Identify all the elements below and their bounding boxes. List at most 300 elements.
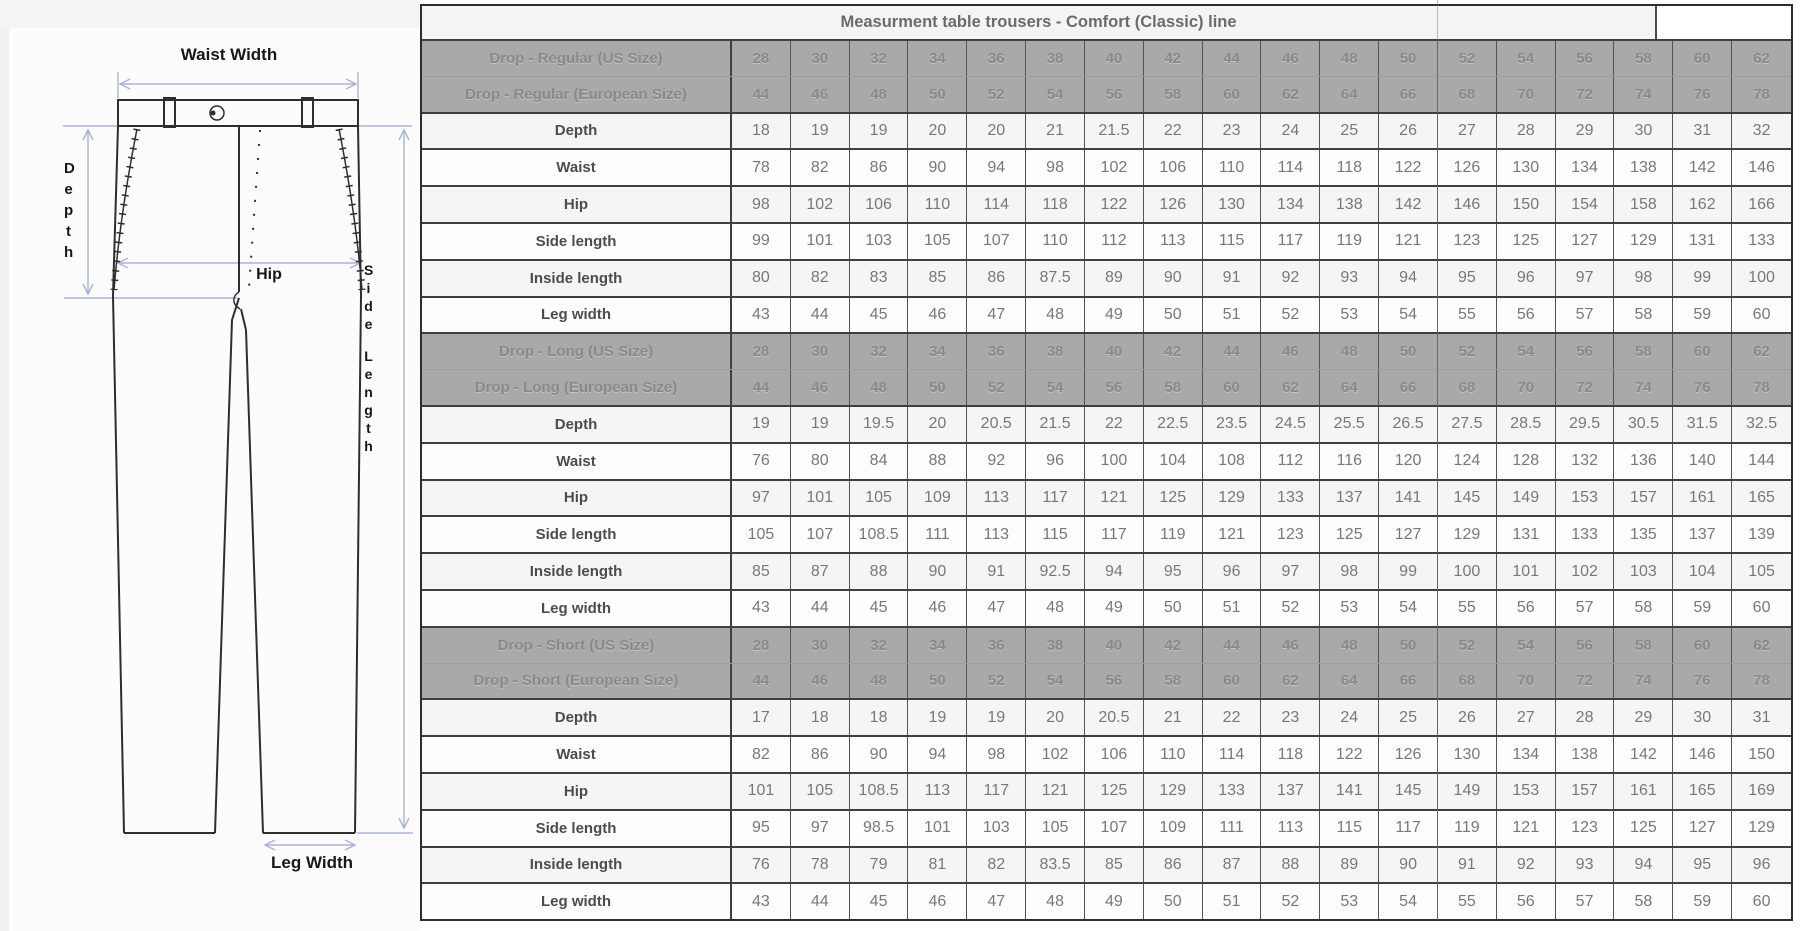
value-cell: 47 (967, 298, 1026, 333)
value-cell: 133 (1261, 481, 1320, 516)
value-cell: 52 (1438, 41, 1497, 76)
value-cell: 117 (1026, 481, 1085, 516)
value-cell: 88 (1261, 848, 1320, 883)
value-cell: 50 (908, 77, 967, 112)
measure-row-label: Leg width (422, 884, 732, 919)
value-cell: 76 (732, 444, 791, 479)
value-cell: 90 (908, 554, 967, 589)
value-cell: 19 (908, 700, 967, 735)
measure-row-label: Inside length (422, 554, 732, 589)
hip-label: Hip (256, 266, 282, 283)
value-cell: 118 (1026, 187, 1085, 222)
value-cell: 21.5 (1026, 407, 1085, 442)
value-cell: 80 (791, 444, 850, 479)
value-cell: 123 (1556, 811, 1615, 846)
value-cell: 78 (1732, 370, 1791, 405)
value-cell: 47 (967, 884, 1026, 919)
value-cell: 46 (791, 77, 850, 112)
value-cell: 76 (732, 848, 791, 883)
value-cell: 97 (791, 811, 850, 846)
value-cell: 97 (1556, 261, 1615, 296)
value-cell: 119 (1320, 224, 1379, 259)
value-cell: 97 (1261, 554, 1320, 589)
value-cell: 126 (1379, 737, 1438, 772)
value-cell: 72 (1556, 370, 1615, 405)
value-cell: 55 (1438, 591, 1497, 626)
value-cell: 94 (1379, 261, 1438, 296)
table-row (422, 735, 1791, 772)
value-cell: 113 (1144, 224, 1203, 259)
value-cell: 82 (967, 848, 1026, 883)
value-cell: 19 (791, 114, 850, 149)
value-cell: 112 (1085, 224, 1144, 259)
value-cell: 60 (1732, 298, 1791, 333)
value-cell: 54 (1026, 77, 1085, 112)
value-cell: 150 (1497, 187, 1556, 222)
value-cell: 94 (908, 737, 967, 772)
value-cell: 106 (1085, 737, 1144, 772)
value-cell: 46 (1261, 628, 1320, 663)
value-cell: 21.5 (1085, 114, 1144, 149)
value-cell: 142 (1379, 187, 1438, 222)
measure-row-label: Waist (422, 737, 732, 772)
value-cell: 105 (1026, 811, 1085, 846)
value-cell: 28 (1556, 700, 1615, 735)
value-cell: 129 (1614, 224, 1673, 259)
table-row (422, 442, 1791, 479)
trouser-outline (113, 98, 362, 833)
value-cell: 113 (967, 517, 1026, 552)
value-cell: 62 (1732, 334, 1791, 369)
value-cell: 105 (732, 517, 791, 552)
value-cell: 146 (1732, 150, 1791, 185)
value-cell: 44 (791, 591, 850, 626)
value-cell: 46 (791, 370, 850, 405)
table-title: Measurment table trousers - Comfort (Classic) line (422, 6, 1655, 39)
value-cell: 95 (1673, 848, 1732, 883)
value-cell: 137 (1320, 481, 1379, 516)
value-cell: 52 (967, 664, 1026, 699)
table-row (422, 698, 1791, 735)
table-row (422, 332, 1791, 369)
value-cell: 91 (1203, 261, 1262, 296)
value-cell: 26.5 (1379, 407, 1438, 442)
value-cell: 18 (850, 700, 909, 735)
measurement-table (420, 4, 1793, 921)
measure-row-label: Side length (422, 811, 732, 846)
value-cell: 129 (1732, 811, 1791, 846)
depth-label: Depth (64, 160, 75, 261)
table-row (422, 772, 1791, 809)
value-cell: 58 (1614, 334, 1673, 369)
value-cell: 110 (1026, 224, 1085, 259)
value-cell: 100 (1085, 444, 1144, 479)
value-cell: 105 (850, 481, 909, 516)
value-cell: 94 (1614, 848, 1673, 883)
size-row-label: Drop - Short (European Size) (422, 664, 732, 699)
value-cell: 87 (1203, 848, 1262, 883)
value-cell: 66 (1379, 77, 1438, 112)
value-cell: 162 (1673, 187, 1732, 222)
value-cell: 34 (908, 41, 967, 76)
value-cell: 98 (1614, 261, 1673, 296)
value-cell: 64 (1320, 77, 1379, 112)
value-cell: 78 (1732, 664, 1791, 699)
table-row (422, 39, 1791, 76)
value-cell: 40 (1085, 334, 1144, 369)
value-cell: 101 (908, 811, 967, 846)
value-cell: 118 (1320, 150, 1379, 185)
value-cell: 114 (967, 187, 1026, 222)
value-cell: 125 (1320, 517, 1379, 552)
value-cell: 104 (1673, 554, 1732, 589)
value-cell: 133 (1203, 774, 1262, 809)
value-cell: 54 (1026, 370, 1085, 405)
value-cell: 106 (1144, 150, 1203, 185)
table-row (422, 846, 1791, 883)
value-cell: 64 (1320, 664, 1379, 699)
value-cell: 88 (908, 444, 967, 479)
value-cell: 103 (967, 811, 1026, 846)
table-row (422, 148, 1791, 185)
value-cell: 48 (850, 77, 909, 112)
value-cell: 53 (1320, 591, 1379, 626)
measure-row-label: Hip (422, 187, 732, 222)
value-cell: 121 (1026, 774, 1085, 809)
value-cell: 66 (1379, 370, 1438, 405)
value-cell: 60 (1203, 664, 1262, 699)
value-cell: 76 (1673, 77, 1732, 112)
value-cell: 89 (1320, 848, 1379, 883)
value-cell: 32.5 (1732, 407, 1791, 442)
value-cell: 19 (967, 700, 1026, 735)
value-cell: 57 (1556, 884, 1615, 919)
value-cell: 128 (1497, 444, 1556, 479)
value-cell: 145 (1438, 481, 1497, 516)
value-cell: 121 (1497, 811, 1556, 846)
value-cell: 142 (1673, 150, 1732, 185)
value-cell: 28.5 (1497, 407, 1556, 442)
value-cell: 122 (1320, 737, 1379, 772)
value-cell: 94 (967, 150, 1026, 185)
value-cell: 130 (1497, 150, 1556, 185)
value-cell: 62 (1732, 41, 1791, 76)
value-cell: 113 (908, 774, 967, 809)
value-cell: 95 (1438, 261, 1497, 296)
table-title-row (422, 6, 1791, 39)
measure-row-label: Leg width (422, 591, 732, 626)
value-cell: 138 (1614, 150, 1673, 185)
value-cell: 105 (791, 774, 850, 809)
value-cell: 57 (1556, 298, 1615, 333)
value-cell: 60 (1732, 884, 1791, 919)
value-cell: 45 (850, 884, 909, 919)
value-cell: 107 (1085, 811, 1144, 846)
value-cell: 87.5 (1026, 261, 1085, 296)
value-cell: 91 (1438, 848, 1497, 883)
value-cell: 29.5 (1556, 407, 1615, 442)
value-cell: 70 (1497, 370, 1556, 405)
value-cell: 38 (1026, 41, 1085, 76)
value-cell: 117 (1261, 224, 1320, 259)
value-cell: 46 (908, 298, 967, 333)
measure-row-label: Waist (422, 150, 732, 185)
value-cell: 111 (908, 517, 967, 552)
value-cell: 30 (791, 334, 850, 369)
value-cell: 123 (1438, 224, 1497, 259)
value-cell: 150 (1732, 737, 1791, 772)
value-cell: 85 (732, 554, 791, 589)
value-cell: 50 (1379, 41, 1438, 76)
value-cell: 146 (1673, 737, 1732, 772)
value-cell: 123 (1261, 517, 1320, 552)
value-cell: 21 (1026, 114, 1085, 149)
value-cell: 58 (1614, 884, 1673, 919)
value-cell: 90 (1379, 848, 1438, 883)
table-row (422, 626, 1791, 663)
value-cell: 32 (1732, 114, 1791, 149)
value-cell: 23 (1203, 114, 1262, 149)
value-cell: 102 (1556, 554, 1615, 589)
value-cell: 49 (1085, 884, 1144, 919)
waist-width-label: Waist Width (180, 45, 278, 64)
value-cell: 108 (1203, 444, 1262, 479)
value-cell: 29 (1556, 114, 1615, 149)
value-cell: 80 (732, 261, 791, 296)
value-cell: 51 (1203, 591, 1262, 626)
value-cell: 81 (908, 848, 967, 883)
table-row (422, 552, 1791, 589)
value-cell: 51 (1203, 298, 1262, 333)
value-cell: 72 (1556, 77, 1615, 112)
value-cell: 101 (1497, 554, 1556, 589)
value-cell: 42 (1144, 628, 1203, 663)
value-cell: 132 (1556, 444, 1615, 479)
value-cell: 70 (1497, 77, 1556, 112)
size-row-label: Drop - Long (US Size) (422, 334, 732, 369)
value-cell: 109 (1144, 811, 1203, 846)
value-cell: 48 (850, 664, 909, 699)
value-cell: 131 (1673, 224, 1732, 259)
value-cell: 125 (1085, 774, 1144, 809)
value-cell: 83.5 (1026, 848, 1085, 883)
value-cell: 56 (1497, 591, 1556, 626)
value-cell: 52 (1261, 884, 1320, 919)
value-cell: 44 (1203, 628, 1262, 663)
value-cell: 137 (1261, 774, 1320, 809)
value-cell: 40 (1085, 628, 1144, 663)
value-cell: 54 (1026, 664, 1085, 699)
table-row (422, 589, 1791, 626)
value-cell: 26 (1379, 114, 1438, 149)
value-cell: 72 (1556, 664, 1615, 699)
value-cell: 99 (1673, 261, 1732, 296)
value-cell: 82 (791, 150, 850, 185)
value-cell: 42 (1144, 334, 1203, 369)
table-row (422, 76, 1791, 112)
belt-loop-left (164, 98, 175, 127)
value-cell: 25.5 (1320, 407, 1379, 442)
value-cell: 20 (967, 114, 1026, 149)
value-cell: 27 (1438, 114, 1497, 149)
value-cell: 60 (1673, 334, 1732, 369)
value-cell: 54 (1497, 334, 1556, 369)
measure-row-label: Waist (422, 444, 732, 479)
value-cell: 20.5 (1085, 700, 1144, 735)
value-cell: 116 (1320, 444, 1379, 479)
value-cell: 56 (1556, 41, 1615, 76)
value-cell: 93 (1556, 848, 1615, 883)
value-cell: 56 (1497, 298, 1556, 333)
value-cell: 88 (850, 554, 909, 589)
value-cell: 113 (967, 481, 1026, 516)
value-cell: 165 (1732, 481, 1791, 516)
value-cell: 95 (732, 811, 791, 846)
value-cell: 31 (1732, 700, 1791, 735)
value-cell: 79 (850, 848, 909, 883)
value-cell: 22 (1144, 114, 1203, 149)
value-cell: 32 (850, 628, 909, 663)
value-cell: 50 (1144, 884, 1203, 919)
value-cell: 36 (967, 41, 1026, 76)
value-cell: 98.5 (850, 811, 909, 846)
value-cell: 153 (1497, 774, 1556, 809)
value-cell: 91 (967, 554, 1026, 589)
value-cell: 19.5 (850, 407, 909, 442)
value-cell: 142 (1614, 737, 1673, 772)
measure-row-label: Inside length (422, 848, 732, 883)
value-cell: 78 (791, 848, 850, 883)
value-cell: 107 (967, 224, 1026, 259)
value-cell: 56 (1085, 77, 1144, 112)
value-cell: 127 (1556, 224, 1615, 259)
crease-dotted-line (249, 130, 260, 288)
value-cell: 24.5 (1261, 407, 1320, 442)
value-cell: 90 (1144, 261, 1203, 296)
value-cell: 50 (1379, 628, 1438, 663)
value-cell: 46 (1261, 41, 1320, 76)
value-cell: 120 (1379, 444, 1438, 479)
value-cell: 58 (1614, 298, 1673, 333)
value-cell: 106 (850, 187, 909, 222)
value-cell: 92.5 (1026, 554, 1085, 589)
table-row (422, 405, 1791, 442)
value-cell: 26 (1438, 700, 1497, 735)
value-cell: 31 (1673, 114, 1732, 149)
table-row (422, 663, 1791, 699)
table-row (422, 222, 1791, 259)
value-cell: 66 (1379, 664, 1438, 699)
value-cell: 100 (1732, 261, 1791, 296)
value-cell: 78 (732, 150, 791, 185)
value-cell: 55 (1438, 298, 1497, 333)
value-cell: 114 (1261, 150, 1320, 185)
value-cell: 60 (1732, 591, 1791, 626)
value-cell: 22 (1203, 700, 1262, 735)
value-cell: 56 (1556, 628, 1615, 663)
value-cell: 122 (1085, 187, 1144, 222)
measure-row-label: Depth (422, 114, 732, 149)
value-cell: 76 (1673, 664, 1732, 699)
value-cell: 56 (1085, 664, 1144, 699)
value-cell: 135 (1614, 517, 1673, 552)
value-cell: 153 (1556, 481, 1615, 516)
value-cell: 115 (1026, 517, 1085, 552)
table-row (422, 369, 1791, 405)
value-cell: 107 (791, 517, 850, 552)
value-cell: 28 (732, 628, 791, 663)
value-cell: 74 (1614, 664, 1673, 699)
value-cell: 48 (1320, 628, 1379, 663)
value-cell: 141 (1379, 481, 1438, 516)
value-cell: 92 (967, 444, 1026, 479)
value-cell: 84 (850, 444, 909, 479)
value-cell: 70 (1497, 664, 1556, 699)
value-cell: 23 (1261, 700, 1320, 735)
value-cell: 158 (1614, 187, 1673, 222)
value-cell: 20.5 (967, 407, 1026, 442)
value-cell: 38 (1026, 628, 1085, 663)
value-cell: 138 (1556, 737, 1615, 772)
value-cell: 48 (1026, 884, 1085, 919)
value-cell: 60 (1203, 370, 1262, 405)
value-cell: 45 (850, 298, 909, 333)
value-cell: 44 (1203, 41, 1262, 76)
value-cell: 20 (908, 407, 967, 442)
table-row (422, 479, 1791, 516)
side-length-label-length: Length (364, 348, 373, 454)
value-cell: 64 (1320, 370, 1379, 405)
value-cell: 96 (1203, 554, 1262, 589)
value-cell: 76 (1673, 370, 1732, 405)
table-row (422, 809, 1791, 846)
value-cell: 40 (1085, 41, 1144, 76)
value-cell: 48 (1026, 591, 1085, 626)
value-cell: 105 (908, 224, 967, 259)
value-cell: 139 (1732, 517, 1791, 552)
value-cell: 161 (1614, 774, 1673, 809)
value-cell: 38 (1026, 334, 1085, 369)
value-cell: 59 (1673, 591, 1732, 626)
value-cell: 50 (1379, 334, 1438, 369)
value-cell: 58 (1144, 664, 1203, 699)
value-cell: 94 (1085, 554, 1144, 589)
value-cell: 52 (967, 77, 1026, 112)
table-title-blank-cell (1655, 6, 1791, 39)
value-cell: 42 (1144, 41, 1203, 76)
measure-row-label: Hip (422, 774, 732, 809)
value-cell: 93 (1320, 261, 1379, 296)
value-cell: 34 (908, 628, 967, 663)
value-cell: 18 (732, 114, 791, 149)
value-cell: 121 (1379, 224, 1438, 259)
value-cell: 126 (1144, 187, 1203, 222)
value-cell: 54 (1379, 298, 1438, 333)
measure-row-label: Hip (422, 481, 732, 516)
value-cell: 125 (1144, 481, 1203, 516)
value-cell: 129 (1203, 481, 1262, 516)
value-cell: 134 (1497, 737, 1556, 772)
measure-row-label: Depth (422, 407, 732, 442)
value-cell: 114 (1203, 737, 1262, 772)
value-cell: 60 (1673, 41, 1732, 76)
value-cell: 19 (791, 407, 850, 442)
value-cell: 105 (1732, 554, 1791, 589)
value-cell: 52 (967, 370, 1026, 405)
value-cell: 34 (908, 334, 967, 369)
value-cell: 86 (791, 737, 850, 772)
value-cell: 44 (1203, 334, 1262, 369)
